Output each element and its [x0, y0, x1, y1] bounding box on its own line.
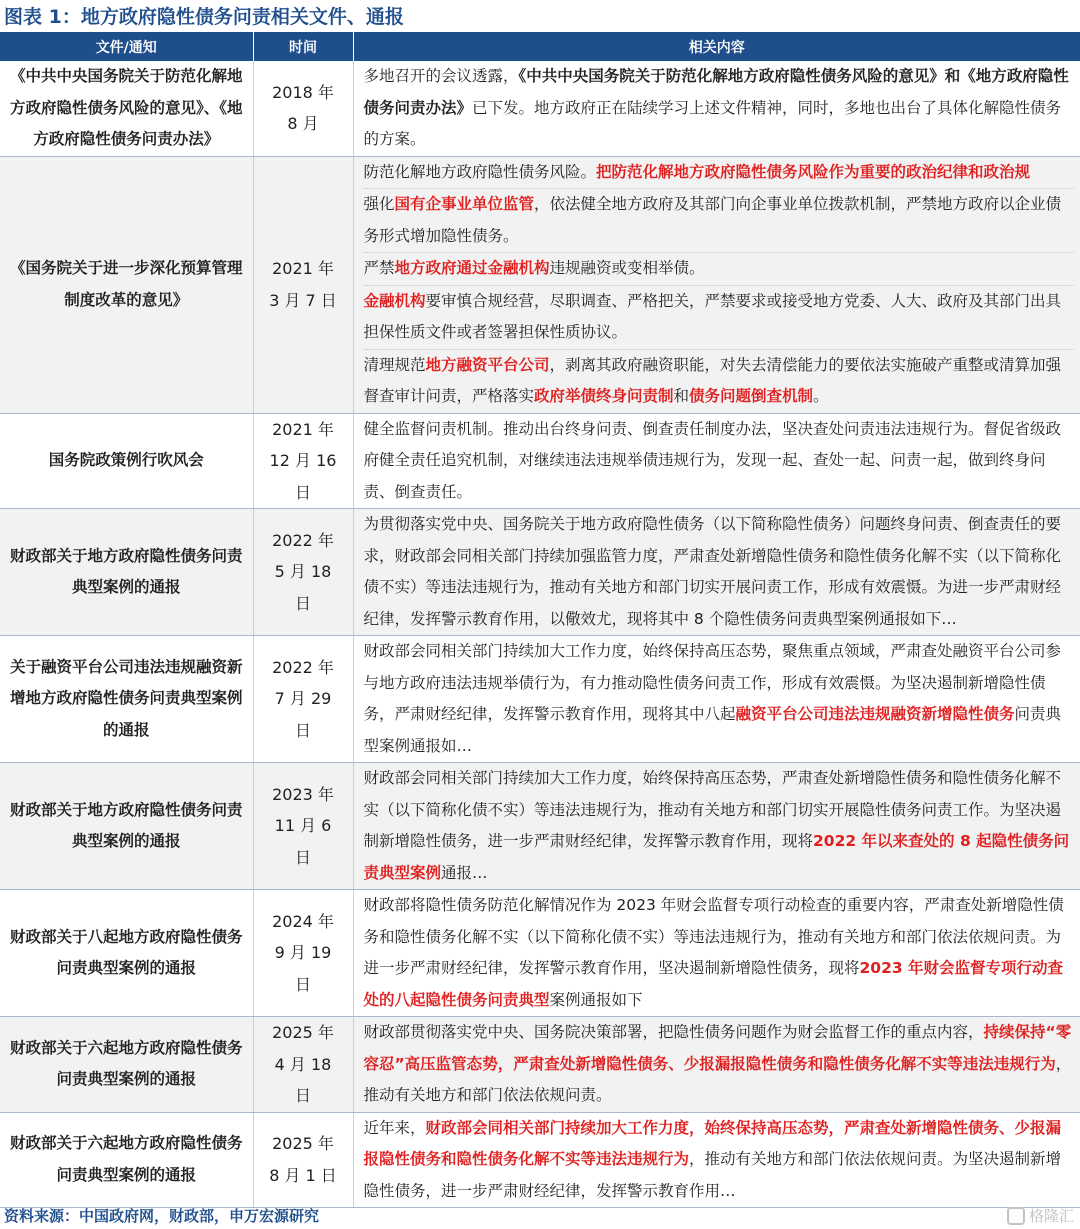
content-text: 为贯彻落实党中央、国务院关于地方政府隐性债务（以下简称隐性债务）问题终身问责、倒查责任的要求，财政部会同相关部门持续加强监管力度，严肃查处新增隐性债务和隐性债务化解不实（以下简称化债不实）等违法违规行为，推动有关地方和部门切实开展问责工作，形成有效震慑。为进一步严肃财经纪律，发挥警示教育作用，以儆效尤，现将其中 8 个隐性债务问责典型案例通报如下…	[363, 515, 1062, 628]
highlighted-text: 地方政府通过金融机构	[394, 259, 550, 277]
content-text: 防范化解地方政府隐性债务风险。	[363, 162, 597, 181]
document-name: 关于融资平台公司违法违规融资新增地方政府隐性债务问责典型案例的通报	[0, 636, 253, 763]
highlighted-text: 2023 年财会监督专项行动查处的八起隐性债务问责典型	[363, 959, 1064, 1009]
table-row	[0, 156, 1080, 413]
content-paragraph	[364, 350, 1075, 413]
content-text: ，剥离其政府融资职能，对失去清偿能力的要依法实施破产重整或清算加强督查审计问责，严格落实	[363, 355, 1062, 405]
highlighted-text: 债务问题倒查机制	[689, 387, 814, 405]
content-text: 《中共中央国务院关于防范化解地方政府隐性债务风险的意见》和《地方政府隐性债务问责办法》	[363, 67, 1069, 117]
table-row	[0, 1112, 1080, 1208]
content-text: 要审慎合规经营，尽职调查、严格把关，严禁要求或接受地方党委、人大、政府及其部门出具担保性质文件或者签署担保性质协议。	[363, 291, 1062, 341]
source-note: 资料来源：中国政府网，财政部，申万宏源研究	[4, 1207, 320, 1225]
related-content	[353, 509, 1080, 636]
related-content	[353, 763, 1080, 890]
highlighted-text: 融资平台公司违法违规融资新增隐性债务	[735, 705, 1015, 723]
document-date: 2018 年 8 月	[253, 61, 353, 156]
content-text: 和	[673, 387, 690, 405]
content-text: 多地召开的会议透露，	[363, 67, 519, 85]
table-row	[0, 1017, 1080, 1113]
related-content	[353, 1112, 1080, 1208]
related-content	[353, 413, 1080, 509]
content-paragraph	[364, 763, 1075, 889]
content-text: 强化	[363, 195, 395, 213]
figure-title: 图表 1：地方政府隐性债务问责相关文件、通报	[4, 6, 404, 28]
content-text: 财政部会同相关部门持续加大工作力度，始终保持高压态势，聚焦重点领域，严肃查处融资平台公司参与地方政府违法违规举债行为，有力推动隐性债务问责工作，形成有效震慑。为坚决遏制新增隐性债务，严肃财经纪律，发挥警示教育作用，现将其中八起	[363, 642, 1062, 723]
policy-table	[0, 32, 1080, 1208]
watermark-logo-icon	[1007, 1207, 1025, 1225]
content-text: 已下发。地方政府正在陆续学习上述文件精神，同时，多地也出台了具体化解隐性债务的方案。	[363, 98, 1062, 148]
content-text: 财政部会同相关部门持续加大工作力度，始终保持高压态势，严肃查处新增隐性债务和隐性债务化解不实（以下简称化债不实）等违法违规行为，推动有关地方和部门切实开展隐性债务问责工作。为坚决遏制新增隐性债务，进一步严肃财经纪律，发挥警示教育作用，现将	[363, 769, 1062, 850]
content-paragraph	[364, 61, 1075, 156]
document-name: 财政部关于地方政府隐性债务问责典型案例的通报	[0, 763, 253, 890]
document-name: 《中共中央国务院关于防范化解地方政府隐性债务风险的意见》、《地方政府隐性债务问责办法》	[0, 61, 253, 156]
content-paragraph	[364, 286, 1075, 350]
document-name: 财政部关于地方政府隐性债务问责典型案例的通报	[0, 509, 253, 636]
content-paragraph	[364, 890, 1075, 1016]
watermark-text: 格隆汇	[1028, 1207, 1074, 1225]
document-date: 2021 年 3 月 7 日	[253, 156, 353, 413]
table-row	[0, 636, 1080, 763]
document-date: 2021 年 12 月 16 日	[253, 413, 353, 509]
content-paragraph	[364, 157, 1075, 190]
table-row	[0, 61, 1080, 156]
document-date: 2022 年 7 月 29 日	[253, 636, 353, 763]
table-row	[0, 509, 1080, 636]
table-header-row	[0, 32, 1080, 61]
highlighted-text: 国有企事业单位监管	[394, 195, 535, 213]
document-date: 2025 年 8 月 1 日	[253, 1112, 353, 1208]
related-content	[353, 1017, 1080, 1113]
content-paragraph	[364, 253, 1075, 286]
highlighted-text: 政府举债终身问责制	[534, 387, 674, 405]
content-paragraph	[364, 1017, 1075, 1112]
content-text: 。	[813, 387, 829, 405]
highlighted-text: 金融机构	[363, 291, 426, 310]
content-text: 清理规范	[363, 355, 426, 374]
content-paragraph	[364, 509, 1075, 635]
document-name: 国务院政策例行吹风会	[0, 413, 253, 509]
header-date: 时间	[253, 32, 353, 61]
highlighted-text: 持续保持“零容忍”高压监管态势，严肃查处新增隐性债务、少报漏报隐性债务和隐性债务化解不实等违法违规行为	[363, 1023, 1072, 1073]
document-name: 财政部关于八起地方政府隐性债务问责典型案例的通报	[0, 890, 253, 1017]
related-content	[353, 61, 1080, 156]
document-date: 2023 年 11 月 6 日	[253, 763, 353, 890]
content-text: 近年来，	[363, 1118, 426, 1137]
content-text: ，依法健全地方政府及其部门向企事业单位拨款机制，严禁地方政府以企业债务形式增加隐性债务。	[363, 195, 1062, 245]
content-text: 通报…	[441, 863, 488, 882]
content-paragraph	[364, 414, 1075, 509]
table-body	[0, 61, 1080, 1208]
content-paragraph	[364, 189, 1075, 253]
document-name: 《国务院关于进一步深化预算管理制度改革的意见》	[0, 156, 253, 413]
content-paragraph	[364, 636, 1075, 762]
document-name: 财政部关于六起地方政府隐性债务问责典型案例的通报	[0, 1017, 253, 1113]
table-row	[0, 413, 1080, 509]
watermark	[1007, 1203, 1074, 1229]
highlighted-text: 把防范化解地方政府隐性债务风险作为重要的政治纪律和政治规	[596, 162, 1031, 181]
content-text: 违规融资或变相举债。	[549, 259, 705, 277]
content-text: 财政部贯彻落实党中央、国务院决策部署，把隐性债务问题作为财会监督工作的重点内容，	[363, 1023, 984, 1041]
highlighted-text: 地方融资平台公司	[425, 355, 550, 374]
content-text: 问责典型案例通报如…	[363, 705, 1062, 755]
document-date: 2025 年 4 月 18 日	[253, 1017, 353, 1113]
highlighted-text: 2022 年以来查处的 8 起隐性债务问责典型案例	[363, 832, 1070, 882]
content-text: ，推动有关地方和部门依法依规问责。为坚决遏制新增隐性债务，进一步严肃财经纪律，发挥警示教育作用…	[363, 1150, 1062, 1200]
document-name: 财政部关于六起地方政府隐性债务问责典型案例的通报	[0, 1112, 253, 1208]
content-text: 健全监督问责机制。推动出台终身问责、倒查责任制度办法，坚决查处问责违法违规行为。督促省级政府健全责任追究机制，对继续违法违规举债违规行为，发现一起、查处一起、问责一起，做到终身问责、倒查责任。	[363, 419, 1062, 501]
content-paragraph	[364, 1113, 1075, 1208]
content-text: ，推动有关地方和部门依法依规问责。	[363, 1054, 1072, 1104]
content-text: 财政部将隐性债务防范化解情况作为 2023 年财会监督专项行动检查的重要内容，严肃查处新增隐性债务和隐性债务化解不实（以下简称化债不实）等违法违规行为，推动有关地方和部门依法依规问责。为进一步严肃财经纪律，发挥警示教育作用，坚决遏制新增隐性债务，现将	[363, 896, 1064, 977]
document-date: 2024 年 9 月 19 日	[253, 890, 353, 1017]
related-content	[353, 890, 1080, 1017]
related-content	[353, 156, 1080, 413]
header-document: 文件/通知	[0, 32, 253, 61]
document-date: 2022 年 5 月 18 日	[253, 509, 353, 636]
table-row	[0, 763, 1080, 890]
related-content	[353, 636, 1080, 763]
highlighted-text: 财政部会同相关部门持续加大工作力度，始终保持高压态势，严肃查处新增隐性债务、少报漏报隐性债务和隐性债务化解不实等违法违规行为	[363, 1118, 1062, 1168]
header-content: 相关内容	[353, 32, 1080, 61]
content-text: 严禁	[363, 259, 395, 277]
content-text: 案例通报如下	[549, 990, 643, 1009]
table-row	[0, 890, 1080, 1017]
